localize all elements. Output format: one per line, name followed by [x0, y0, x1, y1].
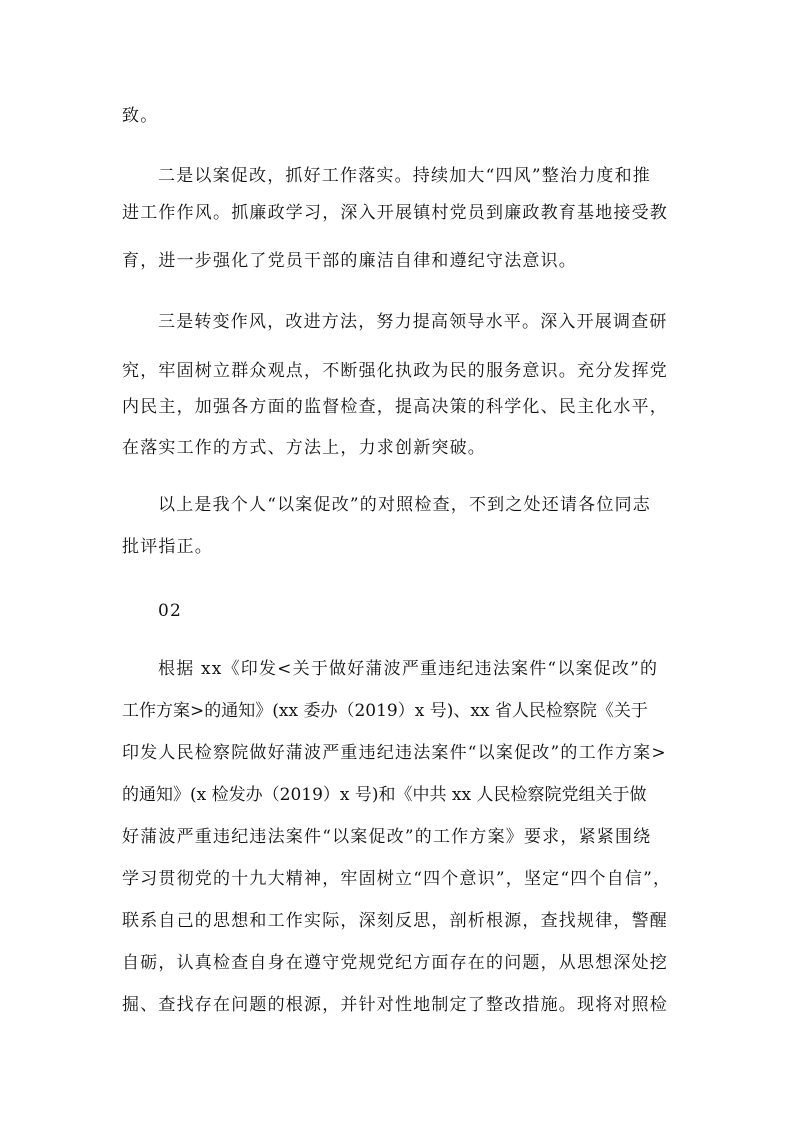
text-line: 以上是我个人“以案促改”的对照检查，不到之处还请各位同志: [158, 495, 651, 515]
text-line: 育，进一步强化了党员干部的廉洁自律和遵纪守法意识。: [122, 251, 577, 271]
text-line: 究，牢固树立群众观点，不断强化执政为民的服务意识。充分发挥党: [122, 361, 668, 381]
text-line: 联系自己的思想和工作实际，深刻反思，剖析根源，查找规律，警醒: [122, 911, 668, 931]
text-line: 自砺，认真检查自身在遵守党规党纪方面存在的问题，从思想深处挖: [122, 953, 668, 973]
text-line: 进工作作风。抓廉政学习，深入开展镇村党员到廉政教育基地接受教: [122, 203, 668, 223]
text-line: 的通知》(x 检发办（2019）x 号)和《中共 xx 人民检察院党组关于做: [122, 785, 647, 805]
text-line: 在落实工作的方式、方法上，力求创新突破。: [122, 438, 486, 458]
text-line: 好蒲波严重违纪违法案件“以案促改”的工作方案》要求，紧紧围绕: [122, 827, 652, 847]
text-line: 三是转变作风，改进方法，努力提高领导水平。深入开展调查研: [158, 312, 668, 332]
text-line: 印发人民检察院做好蒲波严重违纪违法案件“以案促改”的工作方案>: [122, 743, 667, 763]
text-line: 致。: [122, 106, 159, 126]
text-line: 批评指正。: [122, 537, 213, 557]
text-line: 内民主，加强各方面的监督检查，提高决策的科学化、民主化水平，: [122, 397, 668, 417]
section-number: 02: [158, 601, 183, 621]
text-line: 学习贯彻党的十九大精神，牢固树立“四个意识”，坚定“四个自信”，: [122, 869, 672, 889]
text-line: 工作方案>的通知》(xx 委办（2019）x 号)、xx 省人民检察院《关于: [122, 701, 648, 721]
text-line: 二是以案促改，抓好工作落实。持续加大“四风”整治力度和推: [158, 166, 651, 186]
text-line: 根据 xx《印发<关于做好蒲波严重违纪违法案件“以案促改”的: [158, 659, 659, 679]
text-line: 掘、查找存在问题的根源，并针对性地制定了整改措施。现将对照检: [122, 995, 668, 1015]
